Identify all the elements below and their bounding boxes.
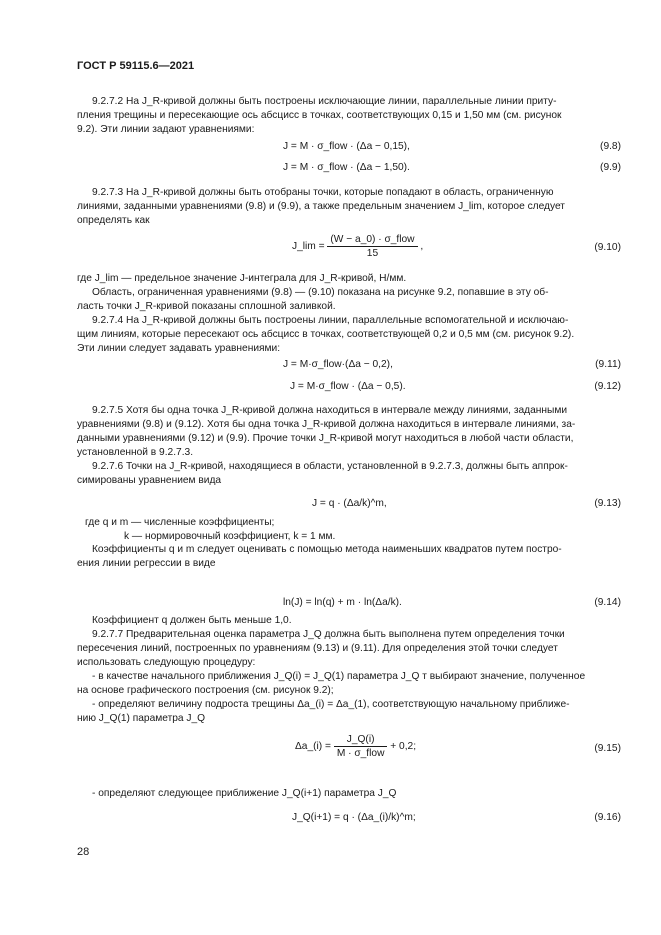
- text-line: использовать следующую процедуру:: [77, 657, 256, 668]
- equation-number: (9.16): [594, 812, 621, 823]
- equation: J = M·σ_flow · (Δa − 0,5).: [290, 381, 406, 392]
- text-line: Коэффициент q должен быть меньше 1,0.: [92, 615, 292, 626]
- equation-number: (9.9): [600, 162, 621, 173]
- equation: J = M·σ_flow·(Δa − 0,2),: [283, 359, 393, 370]
- text-line: симированы уравнением вида: [77, 475, 222, 486]
- text-line: ения линии регрессии в виде: [77, 558, 216, 569]
- text-line: 9.2.7.4 На J_R-кривой должны быть построены линии, параллельные вспомогательной и исключаю-: [92, 315, 569, 326]
- eq-9-10-number: (9.10): [594, 242, 621, 253]
- equation: J_Q(i+1) = q · (Δa_(i)/k)^m;: [292, 812, 416, 823]
- text-line: 9.2.7.3 На J_R-кривой должны быть отобраны точки, которые попадают в область, ограниченную: [92, 187, 554, 198]
- equation-number: (9.13): [594, 498, 621, 509]
- document-header: ГОСТ Р 59115.6—2021: [77, 60, 195, 72]
- equation-9-15: [295, 734, 416, 759]
- text-line: Эти линии следует задавать уравнениями:: [77, 343, 281, 354]
- eq-9-15-tail: + 0,2;: [390, 741, 417, 753]
- text-line: линиями, заданными уравнениями (9.8) и (9.9), а также предельным значением J_lim, которое следует: [77, 201, 565, 212]
- text-line: 9.2.7.6 Точки на J_R-кривой, находящиеся в области, установленной в 9.2.7.3, должны быть аппрок-: [92, 461, 568, 472]
- text-line: установленной в 9.2.7.3.: [77, 447, 194, 458]
- text-line: 9.2.7.2 На J_R-кривой должны быть построены исключающие линии, параллельные линии приту-: [92, 96, 557, 107]
- equation-number: (9.11): [595, 359, 621, 370]
- equation-number: (9.14): [594, 597, 621, 608]
- eq-9-15-numerator: J_Q(i): [334, 734, 388, 747]
- text-line: уравнениями (9.8) и (9.12). Хотя бы одна точка J_R-кривой должна находиться в интервале линиями, за-: [77, 419, 576, 430]
- definition-line: k — нормировочный коэффициент, k = 1 мм.: [124, 531, 336, 542]
- text-line: данными уравнениями (9.12) и (9.9). Прочие точки J_R-кривой могут находиться в любой части области,: [77, 433, 574, 444]
- text-line: 9.2.7.5 Хотя бы одна точка J_R-кривой должна находиться в интервале между линиями, заданными: [92, 405, 568, 416]
- eq-9-15-fraction: [334, 734, 388, 759]
- text-line: 9.2). Эти линии задают уравнениями:: [77, 124, 255, 135]
- page-number: 28: [77, 846, 90, 858]
- eq-9-10-fraction: [327, 234, 417, 259]
- equation-number: (9.8): [600, 141, 621, 152]
- equation: ln(J) = ln(q) + m · ln(Δa/k).: [283, 597, 402, 608]
- equation-9-10: [292, 234, 423, 259]
- equation: J = M · σ_flow · (Δa − 0,15),: [283, 141, 410, 152]
- text-line: где J_lim — предельное значение J-интеграла для J_R-кривой, Н/мм.: [77, 273, 407, 284]
- text-line: Коэффициенты q и m следует оценивать с помощью метода наименьших квадратов путем постро-: [92, 544, 562, 555]
- definition-line: где q и m — численные коэффициенты;: [85, 517, 275, 528]
- text-line: - в качестве начального приближения J_Q(i) = J_Q(1) параметра J_Q т выбирают значение, полученное: [92, 671, 586, 682]
- text-line: ласть точки J_R-кривой показаны сплошной заливкой.: [77, 301, 336, 312]
- eq-9-10-lhs: J_lim =: [292, 241, 325, 253]
- text-line: пересечения линий, построенных по уравнениям (9.13) и (9.11). Для определения этой точки следует: [77, 643, 558, 654]
- equation: J = q · (Δa/k)^m,: [312, 498, 387, 509]
- eq-9-15-number: (9.15): [594, 743, 621, 754]
- text-line: - определяют величину подроста трещины Δa_(i) = Δa_(1), соответствующую начальному приближе-: [92, 699, 570, 710]
- text-line: определять как: [77, 215, 150, 226]
- eq-9-10-numerator: (W − a_0) · σ_flow: [327, 234, 417, 247]
- text-line: щим линиям, которые пересекают ось абсцисс в точках, соответствующей 0,2 и 0,5 мм (см. рисунок 9.2).: [77, 329, 575, 340]
- eq-9-15-lhs: Δa_(i) =: [295, 741, 331, 753]
- text-line: на основе графического построения (см. рисунок 9.2);: [77, 685, 334, 696]
- equation-number: (9.12): [594, 381, 621, 392]
- eq-9-10-denominator: 15: [366, 248, 379, 259]
- eq-9-15-denominator: M · σ_flow: [336, 748, 385, 759]
- text-line: 9.2.7.7 Предварительная оценка параметра J_Q должна быть выполнена путем определения точки: [92, 629, 565, 640]
- text-line: - определяют следующее приближение J_Q(i+1) параметра J_Q: [92, 788, 397, 799]
- equation: J = M · σ_flow · (Δa − 1,50).: [283, 162, 410, 173]
- eq-9-10-tail: ,: [420, 241, 424, 253]
- text-line: нию J_Q(1) параметра J_Q: [77, 713, 206, 724]
- text-line: пления трещины и пересекающие ось абсцисс в точках, соответствующих 0,15 и 1,50 мм (см. рисунок: [77, 110, 562, 121]
- text-line: Область, ограниченная уравнениями (9.8) — (9.10) показана на рисунке 9.2, попавшие в эту об-: [92, 287, 549, 298]
